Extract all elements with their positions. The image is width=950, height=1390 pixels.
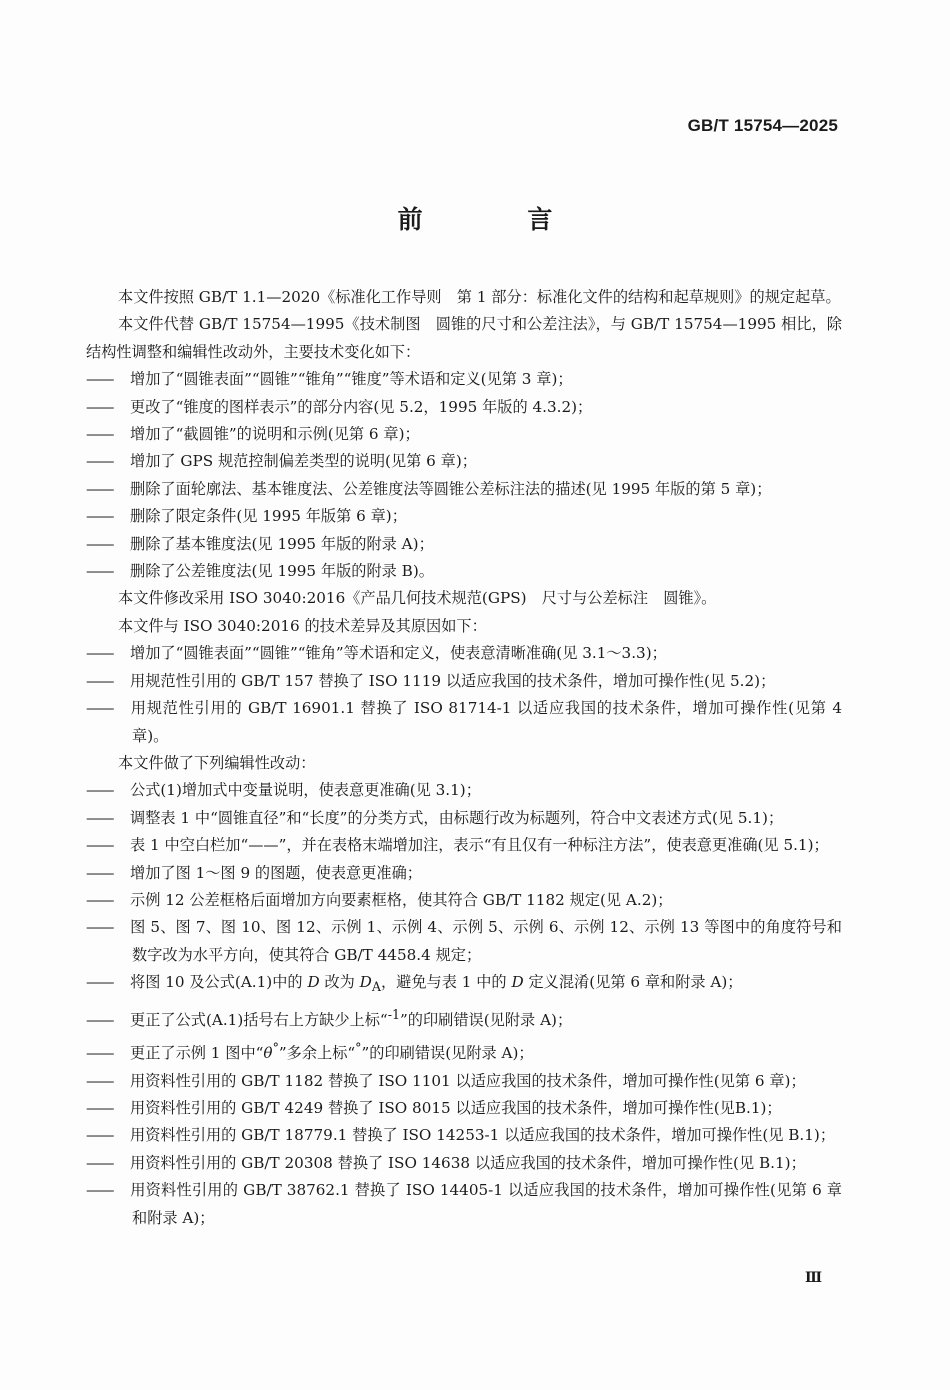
page-title: 前 言: [397, 205, 601, 234]
list-item: —— 增加了 GPS 规范控制偏差类型的说明(见第 6 章)；: [86, 448, 842, 475]
list-item: —— 增加了图 1～图 9 的图题，使表意更准确；: [86, 860, 842, 887]
dash: ——: [86, 890, 113, 909]
dash: ——: [86, 671, 113, 690]
list-item: —— 增加了“圆锥表面”“圆锥”“锥角”“锥度”等术语和定义(见第 3 章)；: [86, 366, 842, 393]
dash: ——: [86, 781, 113, 800]
dash: ——: [86, 808, 113, 827]
list-item: —— 用资料性引用的 GB/T 4249 替换了 ISO 8015 以适应我国的技术条件，增加可操作性(见B.1)；: [86, 1095, 842, 1122]
paragraph-replacement: 本文件代替 GB/T 15754—1995《技术制图 圆锥的尺寸和公差注法》，与 GB/T 15754—1995 相比，除结构性调整和编辑性改动外，主要技术变化如下：: [86, 315, 842, 361]
list-item: —— 增加了“圆锥表面”“圆锥”“锥角”等术语和定义，使表意清晰准确(见 3.1～3.3)；: [86, 640, 842, 667]
foreword-body: [86, 284, 842, 1232]
dash: ——: [86, 699, 113, 718]
standard-code: GB/T 15754—2025: [687, 116, 838, 135]
list-item: —— 表 1 中空白栏加“——”，并在表格末端增加注，表示“有且仅有一种标注方法”，使表意更准确(见 5.1)；: [86, 832, 842, 859]
list-item: —— 用资料性引用的 GB/T 20308 替换了 ISO 14638 以适应我国的技术条件，增加可操作性(见 B.1)；: [86, 1150, 842, 1177]
dash: ——: [86, 397, 113, 416]
list-item: —— 调整表 1 中“圆锥直径”和“长度”的分类方式，由标题行改为标题列，符合中文表述方式(见 5.1)；: [86, 805, 842, 832]
dash: ——: [86, 507, 113, 526]
list-item: —— 将图 10 及公式(A.1)中的 D 改为 $D_A$，避免与表 1 中的 D 定义混淆(见第 6 章和附录 A)；: [86, 969, 842, 1000]
list-item: —— 用规范性引用的 GB/T 16901.1 替换了 ISO 81714-1 以适应我国的技术条件，增加可操作性(见第 4 章)。: [86, 695, 842, 750]
list-item: —— 更正了示例 1 图中“θ°”多余上标“°”的印刷错误(见附录 A)；: [86, 1034, 842, 1067]
list-item: —— 用资料性引用的 GB/T 38762.1 替换了 ISO 14405-1 以适应我国的技术条件，增加可操作性(见第 6 章和附录 A)；: [86, 1177, 842, 1232]
list-item: —— 删除了基本锥度法(见 1995 年版的附录 A)；: [86, 531, 842, 558]
dash: ——: [86, 534, 113, 553]
dash: ——: [86, 973, 113, 992]
dash: ——: [86, 562, 113, 581]
dash: ——: [86, 1126, 113, 1145]
dash: ——: [86, 452, 113, 471]
dash: ——: [86, 918, 113, 937]
dash: ——: [86, 863, 113, 882]
dash: ——: [86, 425, 113, 444]
dash: ——: [86, 1071, 113, 1090]
list-item: —— 用资料性引用的 GB/T 1182 替换了 ISO 1101 以适应我国的技术条件，增加可操作性(见第 6 章)；: [86, 1068, 842, 1095]
dash: ——: [86, 1044, 113, 1063]
dash: ——: [86, 370, 113, 389]
paragraph-editorial: 本文件做了下列编辑性改动：: [118, 753, 316, 772]
dash: ——: [86, 644, 113, 663]
list-item: —— 删除了面轮廓法、基本锥度法、公差锥度法等圆锥公差标注法的描述(见 1995 年版的第 5 章)；: [86, 476, 842, 503]
list-item: —— 公式(1)增加式中变量说明，使表意更准确(见 3.1)；: [86, 777, 842, 804]
list-item: —— 用资料性引用的 GB/T 18779.1 替换了 ISO 14253-1 以适应我国的技术条件，增加可操作性(见 B.1)；: [86, 1122, 842, 1149]
paragraph-drafting-rules: 本文件按照 GB/T 1.1—2020《标准化工作导则 第 1 部分：标准化文件的结构和起草规则》的规定起草。: [118, 288, 841, 306]
list-item: —— 更改了“锥度的图样表示”的部分内容(见 5.2，1995 年版的 4.3.2)；: [86, 394, 842, 421]
list-item: —— 图 5、图 7、图 10、图 12、示例 1、示例 4、示例 5、示例 6、示例 12、示例 13 等图中的角度符号和数字改为水平方向，使其符合 GB/T 4458.4 规定；: [86, 914, 842, 969]
list-item: —— 删除了限定条件(见 1995 年版第 6 章)；: [86, 503, 842, 530]
dash: ——: [86, 836, 113, 855]
dash: ——: [86, 1153, 113, 1172]
dash: ——: [86, 1098, 113, 1117]
dash: ——: [86, 1181, 113, 1200]
page-number: Ⅲ: [804, 1270, 822, 1286]
dash: ——: [86, 479, 113, 498]
dash: ——: [86, 1010, 113, 1029]
paragraph-tech-differences: 本文件与 ISO 3040:2016 的技术差异及其原因如下：: [118, 616, 487, 635]
list-item: —— 增加了“截圆锥”的说明和示例(见第 6 章)；: [86, 421, 842, 448]
list-item: —— 示例 12 公差框格后面增加方向要素框格，使其符合 GB/T 1182 规定(见 A.2)；: [86, 887, 842, 914]
list-item: —— 删除了公差锥度法(见 1995 年版的附录 B)。: [86, 558, 842, 585]
paragraph-adoption: 本文件修改采用 ISO 3040:2016《产品几何技术规范(GPS) 尺寸与公差标注 圆锥》。: [118, 589, 717, 608]
list-item: —— 用规范性引用的 GB/T 157 替换了 ISO 1119 以适应我国的技术条件，增加可操作性(见 5.2)；: [86, 668, 842, 695]
list-item: —— 更正了公式(A.1)括号右上方缺少上标“$^{-1}$”的印刷错误(见附录 A)；: [86, 1001, 842, 1034]
